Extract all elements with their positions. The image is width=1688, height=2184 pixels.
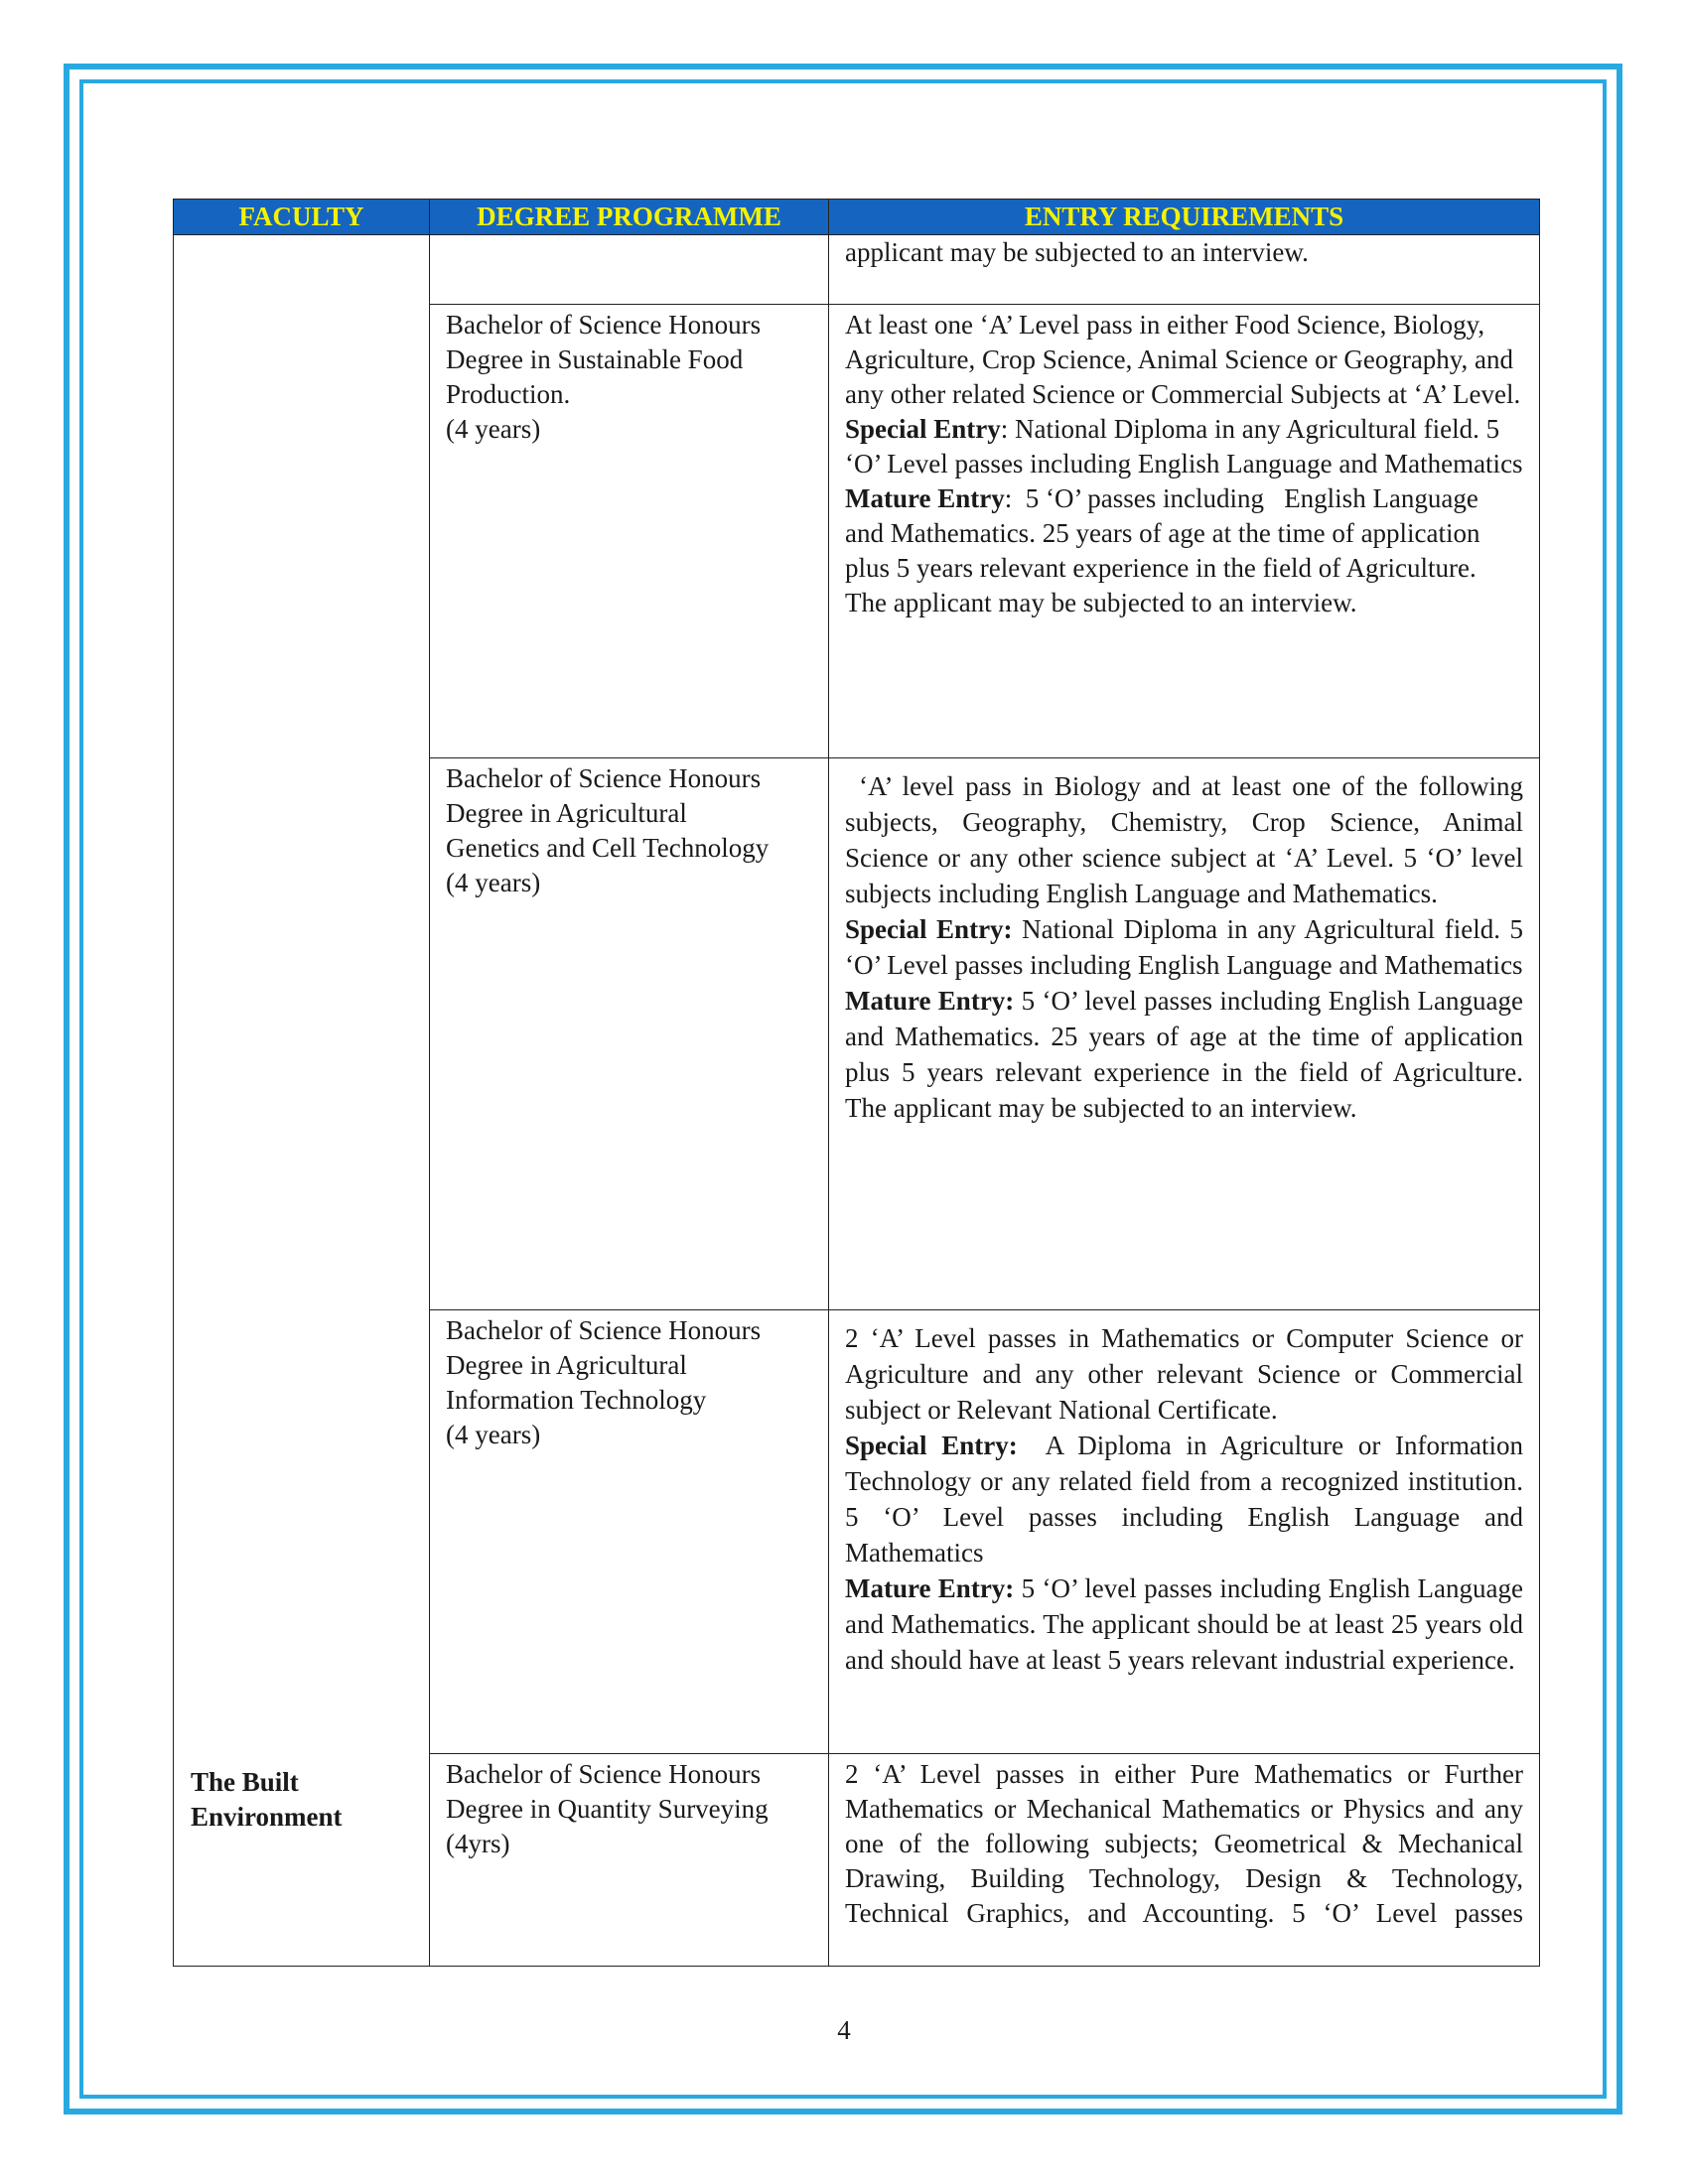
programme-line: Degree in Agricultural bbox=[446, 1350, 687, 1380]
mature-entry-label: Mature Entry bbox=[845, 483, 1005, 513]
programme-line: Genetics and Cell Technology bbox=[446, 833, 770, 863]
programme-cell bbox=[430, 305, 829, 758]
mature-entry-text: 5 ‘O’ level passes including English Language and Mathematics. The applicant should be at least 25 years old and should have at least 5 years relevant industrial experience. bbox=[845, 1573, 1523, 1675]
entry-requirements-table bbox=[173, 199, 1540, 1967]
special-entry-text: A Diploma in Agriculture or Information Technology or any related field from a recognized institution. 5 ‘O’ Level passes including English Language and Mathematics bbox=[845, 1431, 1530, 1568]
programme-line: Bachelor of Science Honours bbox=[446, 1759, 762, 1789]
programme-line: Bachelor of Science Honours bbox=[446, 310, 762, 340]
faculty-name-built-environment bbox=[191, 1765, 409, 1835]
table-header-row bbox=[174, 200, 1540, 235]
mature-entry bbox=[845, 1570, 1523, 1678]
mature-entry-text: : 5 ‘O’ passes including English Language and Mathematics. 25 years of age at the time of application plus 5 years relevant experience in the field of Agriculture. The applicant may be subjected to an interview. bbox=[845, 483, 1487, 617]
special-entry bbox=[845, 911, 1523, 983]
programme-line: Bachelor of Science Honours bbox=[446, 1315, 762, 1345]
faculty-name-line: Environment bbox=[191, 1802, 343, 1832]
table-row bbox=[174, 235, 1540, 305]
special-entry-text: : National Diploma in any Agricultural field. 5 ‘O’ Level passes including English Language and Mathematics bbox=[845, 414, 1523, 478]
programme-line: Information Technology bbox=[446, 1385, 707, 1415]
programme-line: Degree in Agricultural bbox=[446, 798, 687, 828]
mature-entry-text: 5 ‘O’ level passes including English Language and Mathematics. 25 years of age at the time of application plus 5 years relevant experience in the field of Agriculture. The applicant may be subjected to an interview. bbox=[845, 986, 1523, 1123]
programme-line: (4 years) bbox=[446, 414, 541, 444]
programme-line: (4 years) bbox=[446, 868, 541, 897]
page-number: 4 bbox=[837, 2015, 851, 2045]
programme-cell bbox=[430, 235, 829, 305]
programme-cell bbox=[430, 1310, 829, 1754]
programme-cell bbox=[430, 758, 829, 1310]
programme-line: (4yrs) bbox=[446, 1829, 510, 1858]
faculty-name-line: The Built bbox=[191, 1767, 299, 1797]
special-entry bbox=[845, 1428, 1530, 1570]
mature-entry-label: Mature Entry: bbox=[845, 1573, 1015, 1603]
programme-line: Degree in Quantity Surveying bbox=[446, 1794, 769, 1824]
programme-cell bbox=[430, 1754, 829, 1967]
header-degree-programme: DEGREE PROGRAMME bbox=[430, 200, 829, 235]
mature-entry bbox=[845, 983, 1523, 1126]
requirement-main: ‘A’ level pass in Biology and at least one of the following subjects, Geography, Chemistry, Crop Science, Animal Science or any other science subject at ‘A’ Level. 5 ‘O’ level subjects including English Language and Mathematics. bbox=[845, 771, 1523, 908]
requirement-main: 2 ‘A’ Level passes in either Pure Mathematics or Further Mathematics or Mechanical Mathematics or Physics and any one of the following subjects; Geometrical & Mechanical Drawing, Building Technology, Design & Technology, Technical Graphics, and Accounting. 5 ‘O’ Level passes bbox=[845, 1759, 1523, 1928]
requirements-cell: applicant may be subjected to an interview. bbox=[829, 235, 1540, 305]
programme-line: Bachelor of Science Honours bbox=[446, 763, 762, 793]
requirement-main: 2 ‘A’ Level passes in Mathematics or Computer Science or Agriculture and any other relevant Science or Commercial subject or Relevant National Certificate. bbox=[845, 1323, 1523, 1425]
header-entry-requirements: ENTRY REQUIREMENTS bbox=[829, 200, 1540, 235]
programme-line: Degree in Sustainable Food bbox=[446, 344, 744, 374]
mature-entry-label: Mature Entry: bbox=[845, 986, 1015, 1016]
requirements-cell bbox=[829, 1310, 1540, 1754]
header-faculty: FACULTY bbox=[174, 200, 430, 235]
special-entry-label: Special Entry: bbox=[845, 1431, 1018, 1460]
faculty-cell bbox=[174, 235, 430, 1967]
programme-line: (4 years) bbox=[446, 1420, 541, 1449]
special-entry-text: National Diploma in any Agricultural field. 5 ‘O’ Level passes including English Language and Mathematics bbox=[845, 914, 1523, 980]
special-entry-label: Special Entry: bbox=[845, 914, 1013, 944]
special-entry bbox=[845, 412, 1523, 481]
requirements-cell bbox=[829, 758, 1540, 1310]
requirements-cell bbox=[829, 1754, 1540, 1967]
requirements-cell bbox=[829, 305, 1540, 758]
special-entry-label: Special Entry bbox=[845, 414, 1001, 444]
requirement-main: At least one ‘A’ Level pass in either Food Science, Biology, Agriculture, Crop Science, Animal Science or Geography, and any other related Science or Commercial Subjects at ‘A’ Level. bbox=[845, 310, 1521, 409]
programme-line: Production. bbox=[446, 379, 571, 409]
mature-entry bbox=[845, 481, 1523, 620]
